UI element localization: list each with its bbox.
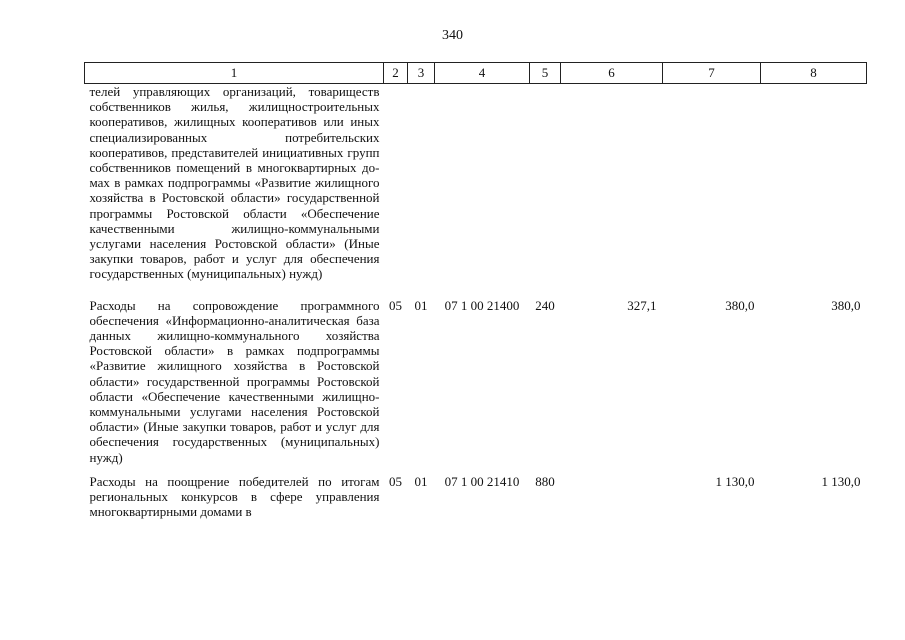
- row-expense-type: 240: [535, 297, 555, 313]
- row-amount-col8: [761, 84, 867, 298]
- row-subsection-code: [408, 84, 435, 298]
- row-amount-col7: [663, 84, 761, 298]
- column-header-6: 6: [561, 63, 663, 84]
- table-row: [85, 474, 867, 520]
- row-target-article: 07 1 00 21410: [444, 473, 520, 489]
- table-row: [85, 298, 867, 474]
- column-header-7: 7: [663, 63, 761, 84]
- column-header-1: 1: [85, 63, 384, 84]
- budget-table: [84, 62, 867, 519]
- column-header-5: 5: [530, 63, 561, 84]
- table-row: [85, 84, 867, 298]
- row-target-article: 07 1 00 21400: [444, 297, 520, 313]
- column-header-3: 3: [408, 63, 435, 84]
- row-target-article: [435, 84, 530, 298]
- row-expense-type: 880: [535, 473, 555, 489]
- column-header-2: 2: [384, 63, 408, 84]
- row-description: телей управляющих организаций, товариществ собственников жилья, жилищностроительных кооперативов, жилищных кооперативов или иных специализированных потребительских кооперативов, представителей инициативных групп собственников помещений в многоквартирных домах в рамках подпрограммы «Развитие жилищного хозяйства в Ростовской области» государственной программы Ростовской области «Обеспечение качественными жилищно-коммунальными услугами населения Ростовской области» (Иные закупки товаров, работ и услуг для обеспечения государственных (муниципальных) нужд): [89, 84, 380, 282]
- page-number: 340: [442, 28, 463, 43]
- row-section-code: 05: [389, 473, 402, 489]
- row-expense-type: [530, 84, 561, 298]
- row-section-code: [384, 84, 408, 298]
- row-subsection-code: 01: [414, 473, 428, 489]
- row-description: Расходы на поощрение победителей по итогам региональных конкурсов в сфере управления многоквартирными домами в: [89, 473, 380, 520]
- row-amount-col6: [561, 84, 663, 298]
- column-header-4: 4: [435, 63, 530, 84]
- row-amount-col7: 380,0: [725, 297, 755, 313]
- table-header-row: [85, 63, 867, 84]
- row-description: Расходы на сопровождение программного обеспечения «Информационно-аналитическая база данных жилищно-коммунального хозяйства Ростовской области» в рамках подпрограммы «Развитие жилищного хозяйства в Ростовской области» государственной программы Ростовской области «Обеспечение качественными жилищнокоммунальными услугами населения Ростовской области» (Иные закупки товаров, работ и услуг для обеспечения государственных (муниципальных) нужд): [89, 297, 380, 465]
- row-subsection-code: 01: [414, 297, 428, 313]
- row-amount-col8: 380,0: [831, 297, 861, 313]
- row-amount-col7: 1 130,0: [715, 473, 755, 489]
- row-amount-col6: 327,1: [627, 297, 657, 313]
- row-amount-col6: [561, 474, 663, 520]
- row-amount-col8: 1 130,0: [821, 473, 861, 489]
- row-section-code: 05: [389, 297, 402, 313]
- column-header-8: 8: [761, 63, 867, 84]
